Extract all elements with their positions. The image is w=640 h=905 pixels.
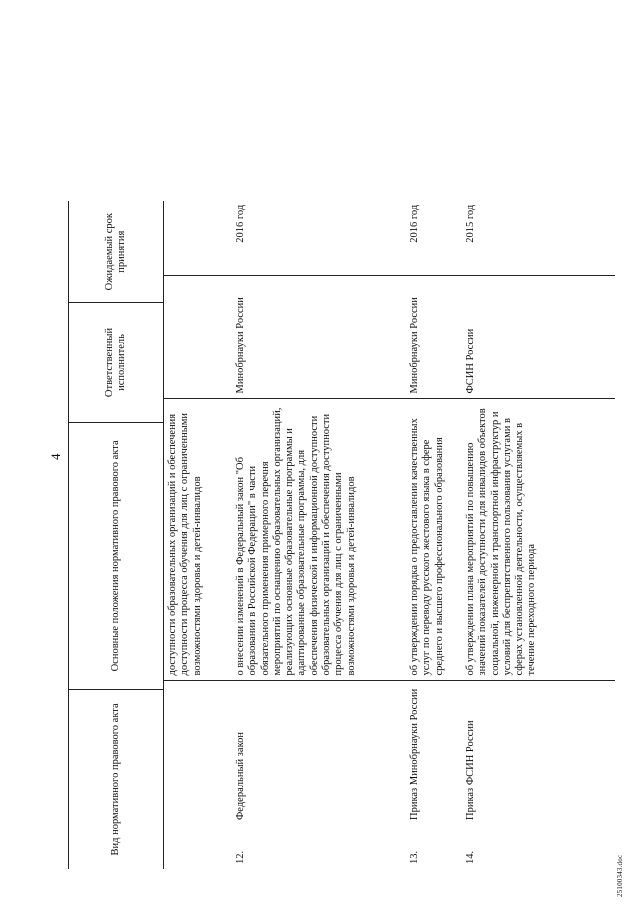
header-deadline (69, 201, 164, 302)
header-responsible-label: Ответственный исполнитель (103, 327, 127, 398)
document-code: 25100343.doc (616, 854, 624, 897)
table-body (163, 172, 615, 869)
row-kind (163, 681, 233, 825)
table-row (407, 172, 463, 869)
row-kind: Федеральный закон (233, 681, 407, 825)
row-num: 12. (235, 850, 246, 864)
row-num (163, 825, 233, 869)
row-kind: Приказ Минобрнауки России (407, 681, 463, 825)
row-deadline: 2016 год (409, 204, 420, 243)
row-desc: об утверждении плана мероприятий по повышению значений показателей доступности для инвалидов объектов социальной, инженерной и транспортной инфраструктур и условий для беспрепятственного пользования услугами в сферах установленной деятельности, осуществляемых в течение переходного периода (463, 399, 615, 681)
header-deadline-label: Ожидаемый срок принятия (103, 213, 127, 291)
row-num: 14. (465, 850, 476, 864)
header-kind-label: Вид нормативного правового акта (109, 703, 121, 856)
row-responsible: ФСИН России (463, 276, 615, 399)
row-desc: о внесении изменений в Федеральный закон "Об образовании в Российской Федерации" в части обязательного применения примерного перечня мероприятий по оснащению образовательных организаций, реализующих основные образовательные программы и адаптированные образовательные программы, для обеспечения физической и информационной доступности образовательных организаций и обеспечения доступности процесса обучения для лиц с ограниченными возможностями здоровья и детей-инвалидов (233, 399, 407, 681)
header-desc-label: Основные положения нормативного правового акта (109, 440, 121, 672)
table-row (233, 172, 407, 869)
scan-speck: · (66, 345, 72, 347)
row-responsible (163, 276, 233, 399)
row-kind: Приказ ФСИН России (463, 681, 615, 825)
row-deadline (163, 172, 233, 276)
row-responsible: Минобрнауки России (233, 276, 407, 399)
normative-acts-table (68, 0, 164, 869)
row-desc: об утверждении порядка о предоставлении качественных услуг по переводу русского жестового языка в сфере среднего и высшего профессионального образования (407, 399, 463, 681)
table-header-row (69, 0, 164, 869)
header-responsible (69, 303, 164, 423)
page-number: 4 (48, 453, 63, 460)
table-row-continuation (163, 172, 233, 869)
row-responsible: Минобрнауки России (407, 276, 463, 399)
header-desc (69, 422, 164, 689)
row-desc: доступности образовательных организаций и обеспечения доступности процесса обучения для лиц с ограниченными возможностями здоровья и детей-инвалидов (163, 399, 233, 681)
header-kind (69, 689, 164, 869)
row-num: 13. (409, 850, 420, 864)
row-deadline: 2015 год (465, 204, 476, 243)
row-deadline: 2016 год (235, 204, 246, 243)
table-row (463, 172, 615, 869)
